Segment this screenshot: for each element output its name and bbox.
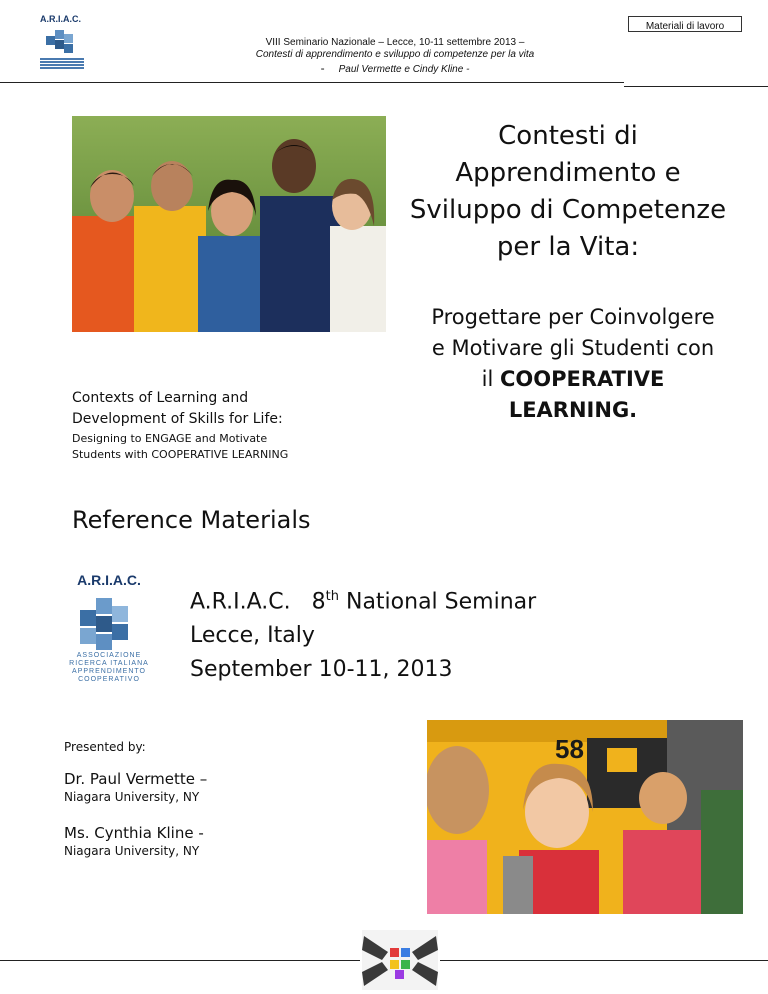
seminar-name: National Seminar (345, 589, 537, 615)
header-logo-text: A.R.I.A.C. (40, 14, 82, 24)
header-rule-right (624, 78, 768, 87)
subtitle-line1: Progettare per Coinvolgere (431, 305, 715, 329)
title-italian (400, 118, 736, 266)
header-line3: Paul Vermette e Cindy Kline - (338, 64, 470, 75)
subtitle-line2: e Motivare gli Studenti con (431, 336, 715, 360)
presenter1-name: Dr. Paul Vermette – (64, 770, 208, 788)
materiali-box (628, 16, 742, 32)
header-dash: - (320, 61, 325, 75)
title-line3: Sviluppo di Competenze (409, 195, 727, 225)
header-logo (40, 14, 86, 76)
subtitle-italian (400, 302, 746, 426)
ariac-logo-title: A.R.I.A.C. (77, 572, 141, 588)
reference-heading: Reference Materials (72, 506, 311, 534)
seminar-date: September 10-11, 2013 (190, 657, 453, 683)
presenter1-affiliation: Niagara University, NY (64, 790, 200, 804)
ariac-logo-line2: RICERCA ITALIANA (69, 660, 149, 667)
presenters-block (64, 740, 364, 858)
cube-logo-icon (42, 26, 82, 56)
title-line4: per la Vita: (496, 232, 640, 262)
presented-by-label: Presented by: (64, 740, 146, 754)
puzzle-hands-icon (362, 930, 438, 990)
header-line2: Contesti di apprendimento e sviluppo di competenze per la vita (255, 49, 535, 60)
ariac-logo-line1: ASSOCIAZIONE (76, 652, 142, 659)
seminar-place: Lecce, Italy (190, 623, 315, 649)
english-line3: Designing to ENGAGE and Motivate (72, 432, 268, 445)
seminar-org: A.R.I.A.C. (190, 589, 291, 615)
puzzle-hands-image (362, 930, 438, 990)
cube-logo-large-icon (74, 590, 144, 652)
header-rule-left (0, 82, 624, 83)
students-group-photo (72, 116, 386, 332)
seminar-ordinal-sup: th (325, 589, 339, 604)
footer-rule-right (440, 960, 768, 961)
subtitle-line4: LEARNING. (508, 398, 638, 422)
subtitle-line3-bold: COOPERATIVE (499, 367, 665, 391)
ariac-logo-large (64, 572, 154, 690)
school-bus-photo (427, 720, 743, 914)
materiali-label: Materiali di lavoro (645, 21, 725, 32)
title-line2: Apprendimento e (455, 158, 681, 188)
english-title (72, 388, 392, 462)
presenter2-name: Ms. Cynthia Kline - (64, 824, 204, 842)
seminar-info (190, 580, 630, 687)
ariac-logo-line4: COOPERATIVO (78, 676, 140, 683)
presenter2-affiliation: Niagara University, NY (64, 844, 200, 858)
subtitle-line3-prefix: il (481, 367, 500, 391)
header-line1: VIII Seminario Nazionale – Lecce, 10-11 settembre 2013 – (265, 37, 525, 48)
footer-rule-left (0, 960, 360, 961)
title-line1: Contesti di (498, 121, 638, 151)
seminar-ordinal: 8 (311, 589, 326, 615)
english-line4: Students with COOPERATIVE LEARNING (72, 448, 289, 461)
ariac-logo-line3: APPRENDIMENTO (72, 668, 146, 675)
english-line2: Development of Skills for Life: (72, 411, 283, 427)
bus-number: 58 (555, 734, 584, 764)
english-line1: Contexts of Learning and (72, 390, 249, 406)
